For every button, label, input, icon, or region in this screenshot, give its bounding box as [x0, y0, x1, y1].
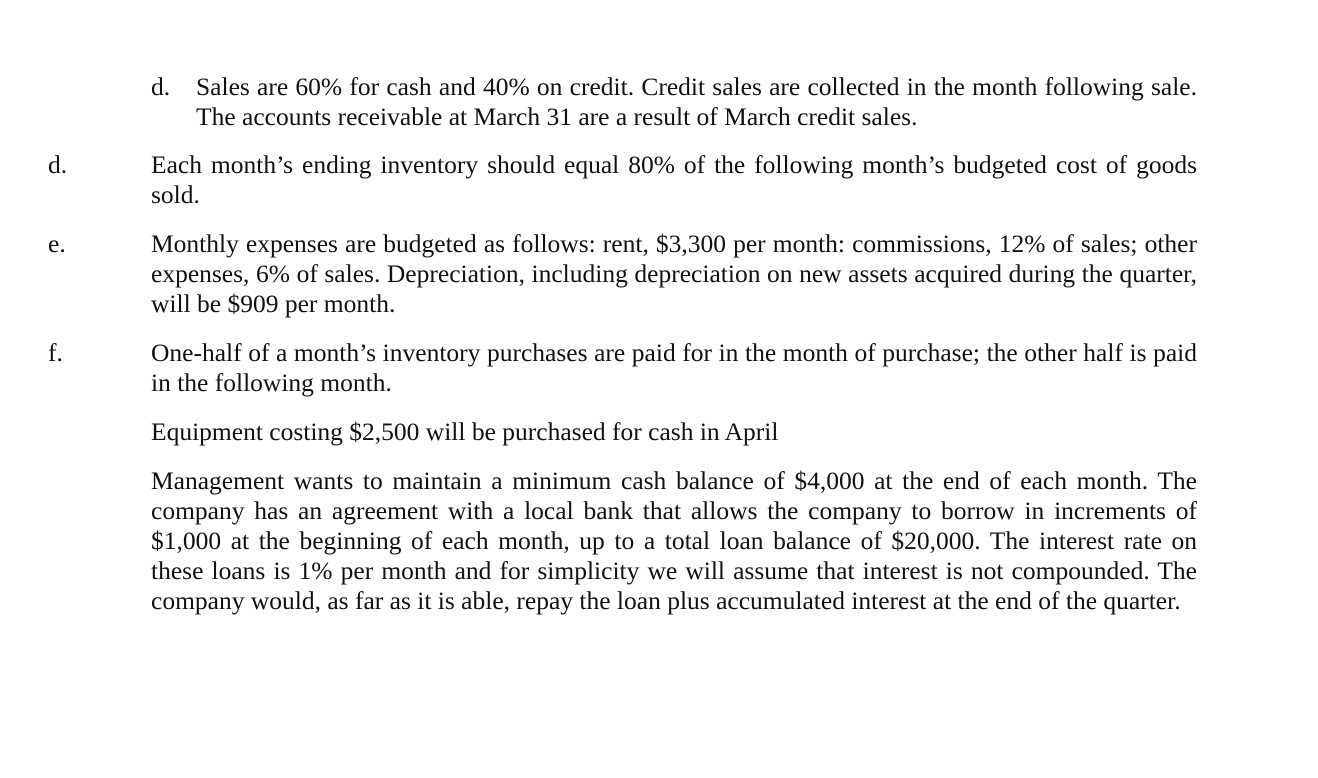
paragraph-sales-terms: Sales are 60% for cash and 40% on credit. Credit sales are collected in the month following sale. The accounts receivable at March 31 are a result of March credit sales. [196, 72, 1197, 131]
item-marker-inventory: d. [48, 150, 68, 179]
item-marker-expenses: e. [48, 229, 66, 258]
paragraph-inventory-purchases: One-half of a month’s inventory purchases are paid for in the month of purchase; the other half is paid in the following month. [151, 338, 1197, 397]
paragraph-cash-balance-policy: Management wants to maintain a minimum cash balance of $4,000 at the end of each month. The company has an agreement with a local bank that allows the company to borrow in increments of $1,000 at the beginning of each month, up to a total loan balance of $20,000. The interest rate on these loans is 1% per month and for simplicity we will assume that interest is not compounded. The company would, as far as it is able, repay the loan plus accumulated interest at the end of the quarter. [151, 466, 1197, 615]
item-marker-purchases: f. [48, 338, 63, 367]
paragraph-ending-inventory: Each month’s ending inventory should equal 80% of the following month’s budgeted cost of goods sold. [151, 150, 1197, 209]
paragraph-equipment-purchase: Equipment costing $2,500 will be purchased for cash in April [151, 417, 779, 446]
item-marker-sales: d. [151, 72, 171, 101]
paragraph-monthly-expenses: Monthly expenses are budgeted as follows: rent, $3,300 per month: commissions, 12% of sales; other expenses, 6% of sales. Depreciation, including depreciation on new assets acquired during the quarter, will be $909 per month. [151, 229, 1197, 318]
